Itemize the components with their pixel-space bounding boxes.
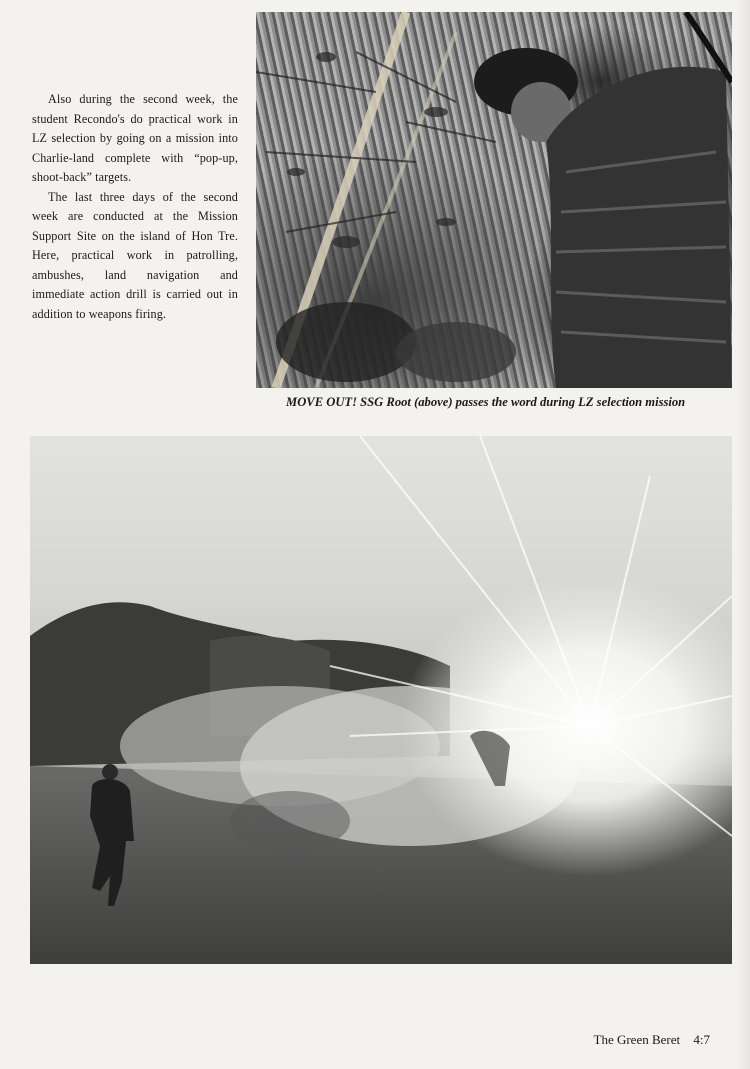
- publication-name: The Green Beret: [593, 1032, 681, 1047]
- photo-explosion-field: [30, 436, 732, 964]
- page-footer: [520, 1032, 710, 1048]
- page-number: 4:7: [693, 1032, 710, 1047]
- photo-caption: MOVE OUT! SSG Root (above) passes the word during LZ selection mission: [286, 395, 686, 409]
- photo-soldier-in-jungle: [256, 12, 732, 388]
- jungle-photo-art: [256, 12, 732, 388]
- explosion-photo-art: [30, 436, 732, 964]
- page-edge: [736, 0, 750, 1069]
- paragraph-2: The last three days of the second week are conducted at the Mission Support Site on the island of Hon Tre. Here, practical work in patrolling, ambushes, land navigation and immediate action drill is carried out in addition to weapons firing.: [32, 189, 238, 321]
- paragraph-1: Also during the second week, the student Recondo's do practical work in LZ selection by going on a mission into Charlie-land complete with “pop-up, shoot-back” targets.: [32, 92, 238, 184]
- article-text: [32, 90, 238, 324]
